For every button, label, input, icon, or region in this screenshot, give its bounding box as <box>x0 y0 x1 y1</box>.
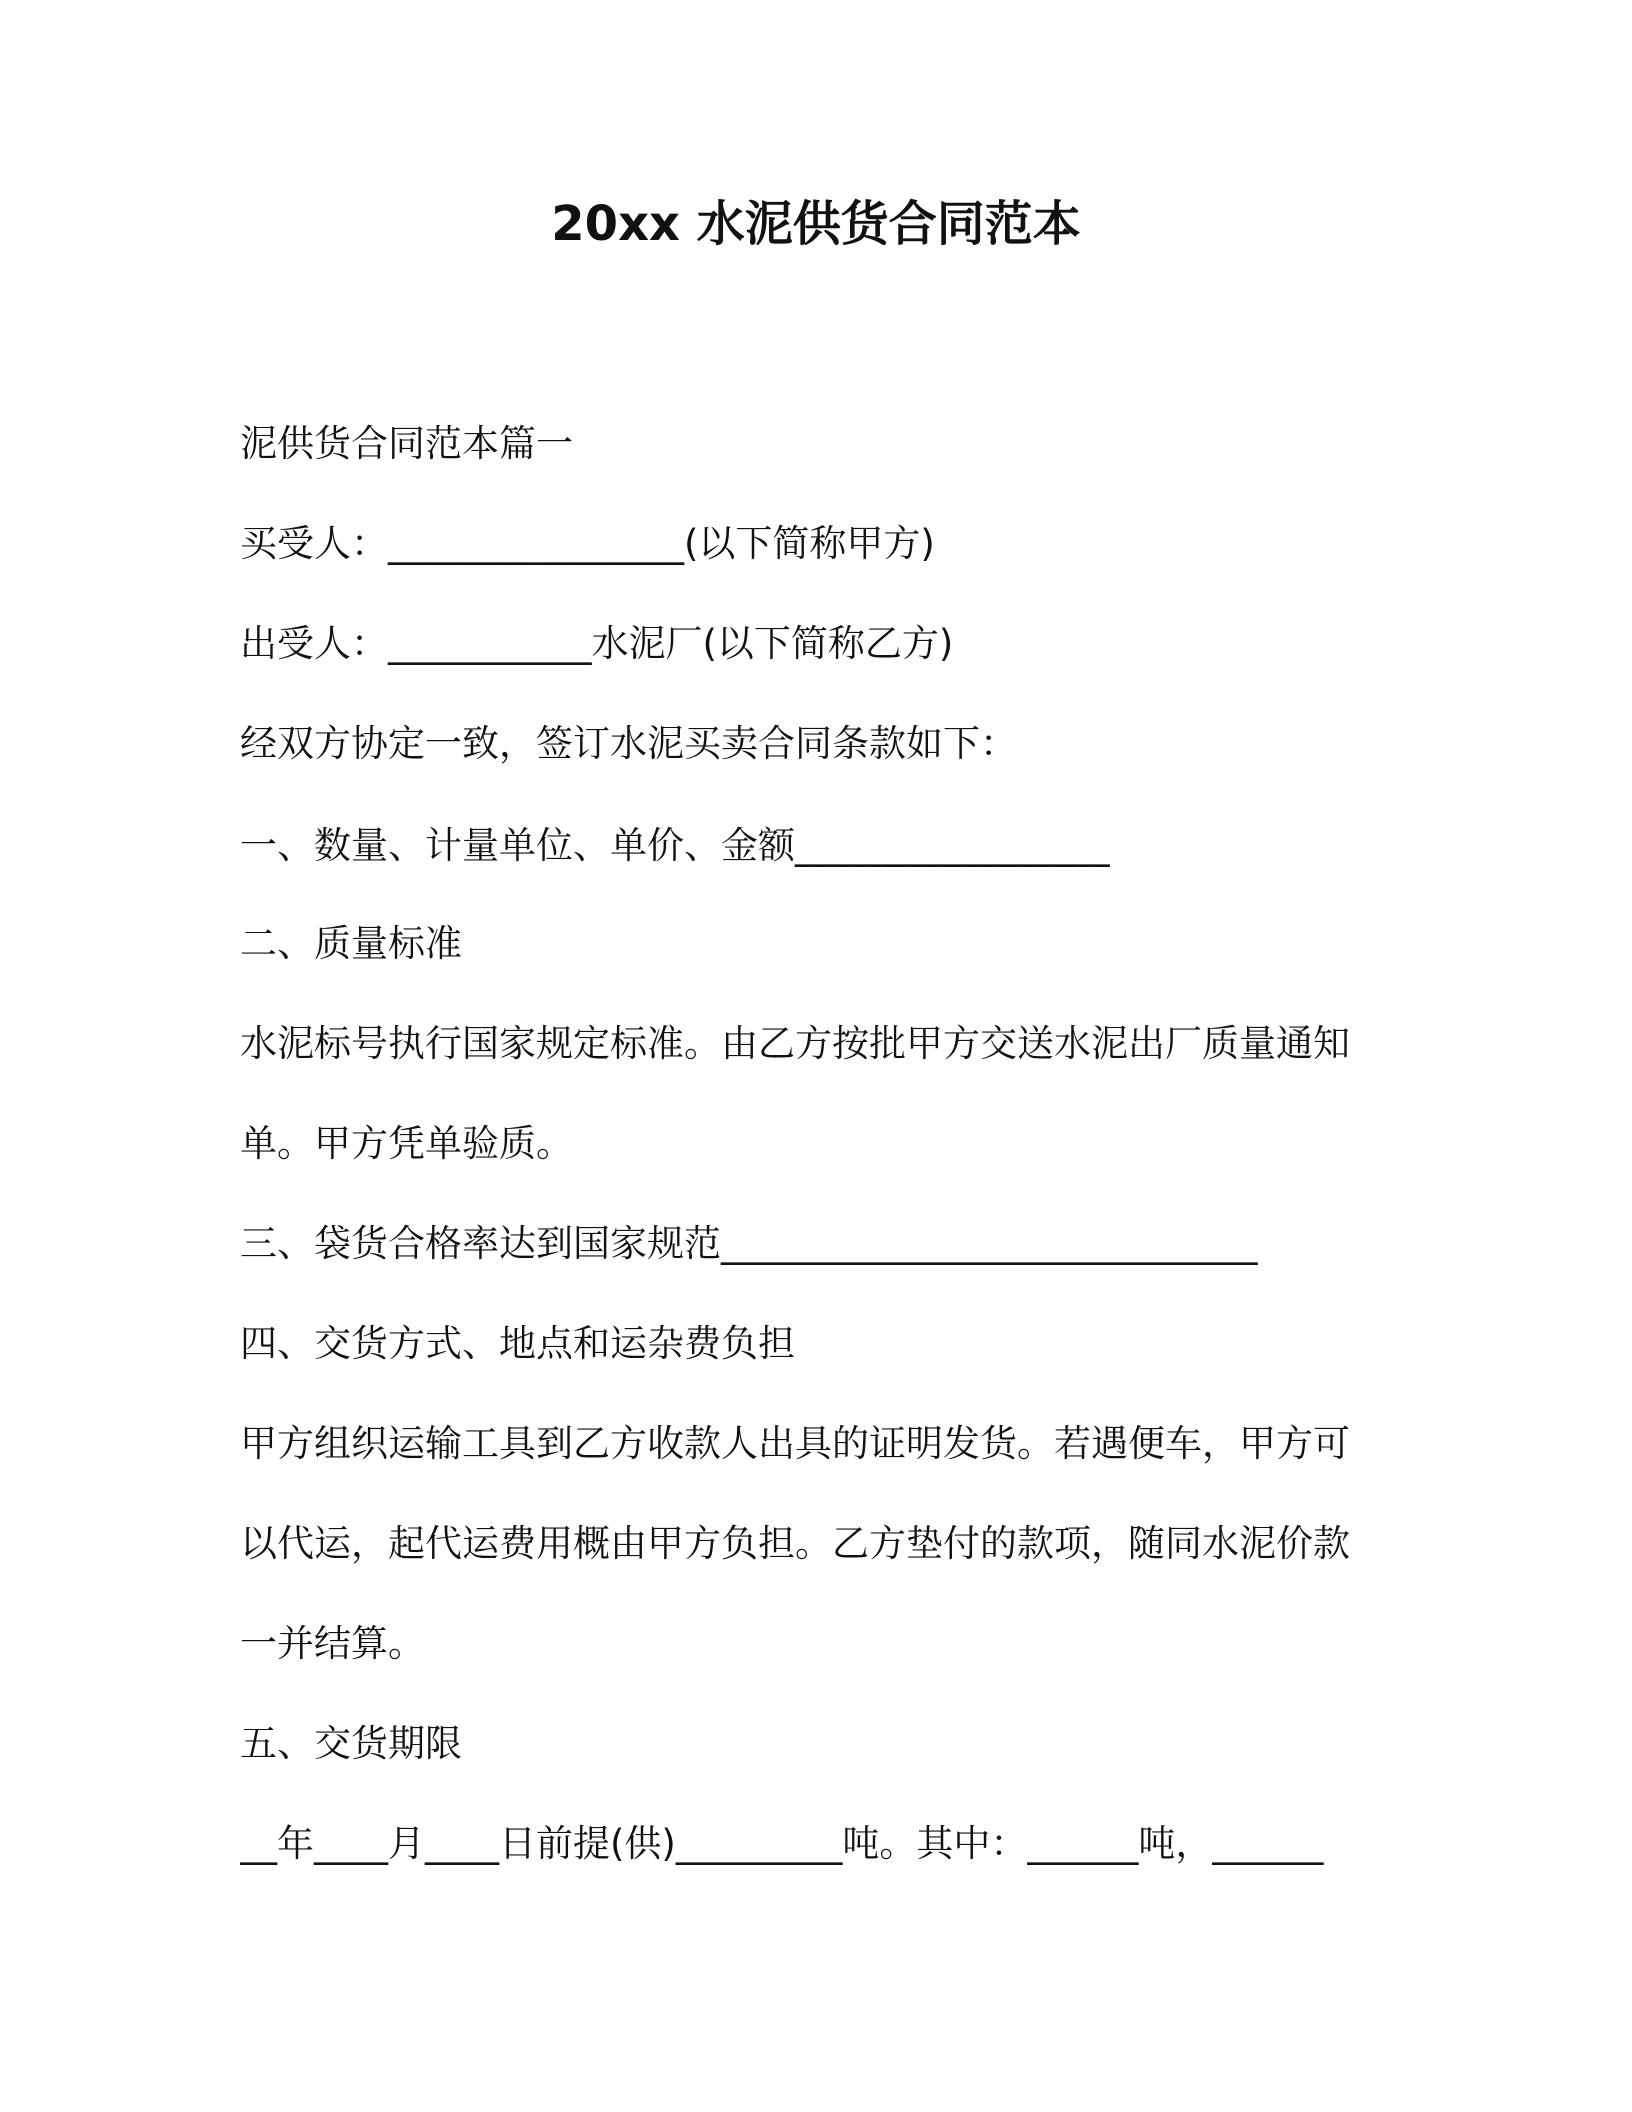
seller-line: 出受人：___________水泥厂(以下简称乙方) <box>240 622 954 665</box>
clause-2-text-line-1: 水泥标号执行国家规定标准。由乙方按批甲方交送水泥出厂质量通知 <box>240 1022 1350 1065</box>
clause-3-packaging: 三、袋货合格率达到国家规范_____________________________ <box>240 1222 1258 1265</box>
clause-4-text-line-3: 一并结算。 <box>240 1622 425 1665</box>
clause-5-heading: 五、交货期限 <box>240 1722 462 1765</box>
clause-2-heading: 二、质量标准 <box>240 922 462 965</box>
document-title: 20xx 水泥供货合同范本 <box>551 196 1081 252</box>
agreement-intro: 经双方协定一致，签订水泥买卖合同条款如下： <box>240 722 1017 765</box>
clause-1-quantity: 一、数量、计量单位、单价、金额_________________ <box>240 824 1110 867</box>
clause-5-delivery-line: __年____月____日前提(供)_________吨。其中：______吨，______ <box>240 1822 1324 1865</box>
clause-4-text-line-1: 甲方组织运输工具到乙方收款人出具的证明发货。若遇便车，甲方可 <box>240 1422 1350 1465</box>
clause-4-text-line-2: 以代运，起代运费用概由甲方负担。乙方垫付的款项，随同水泥价款 <box>240 1522 1350 1565</box>
section-heading-part-one: 泥供货合同范本篇一 <box>240 422 573 465</box>
clause-4-heading: 四、交货方式、地点和运杂费负担 <box>240 1322 795 1365</box>
clause-2-text-line-2: 单。甲方凭单验质。 <box>240 1122 573 1165</box>
buyer-line: 买受人：________________(以下简称甲方) <box>240 522 935 565</box>
